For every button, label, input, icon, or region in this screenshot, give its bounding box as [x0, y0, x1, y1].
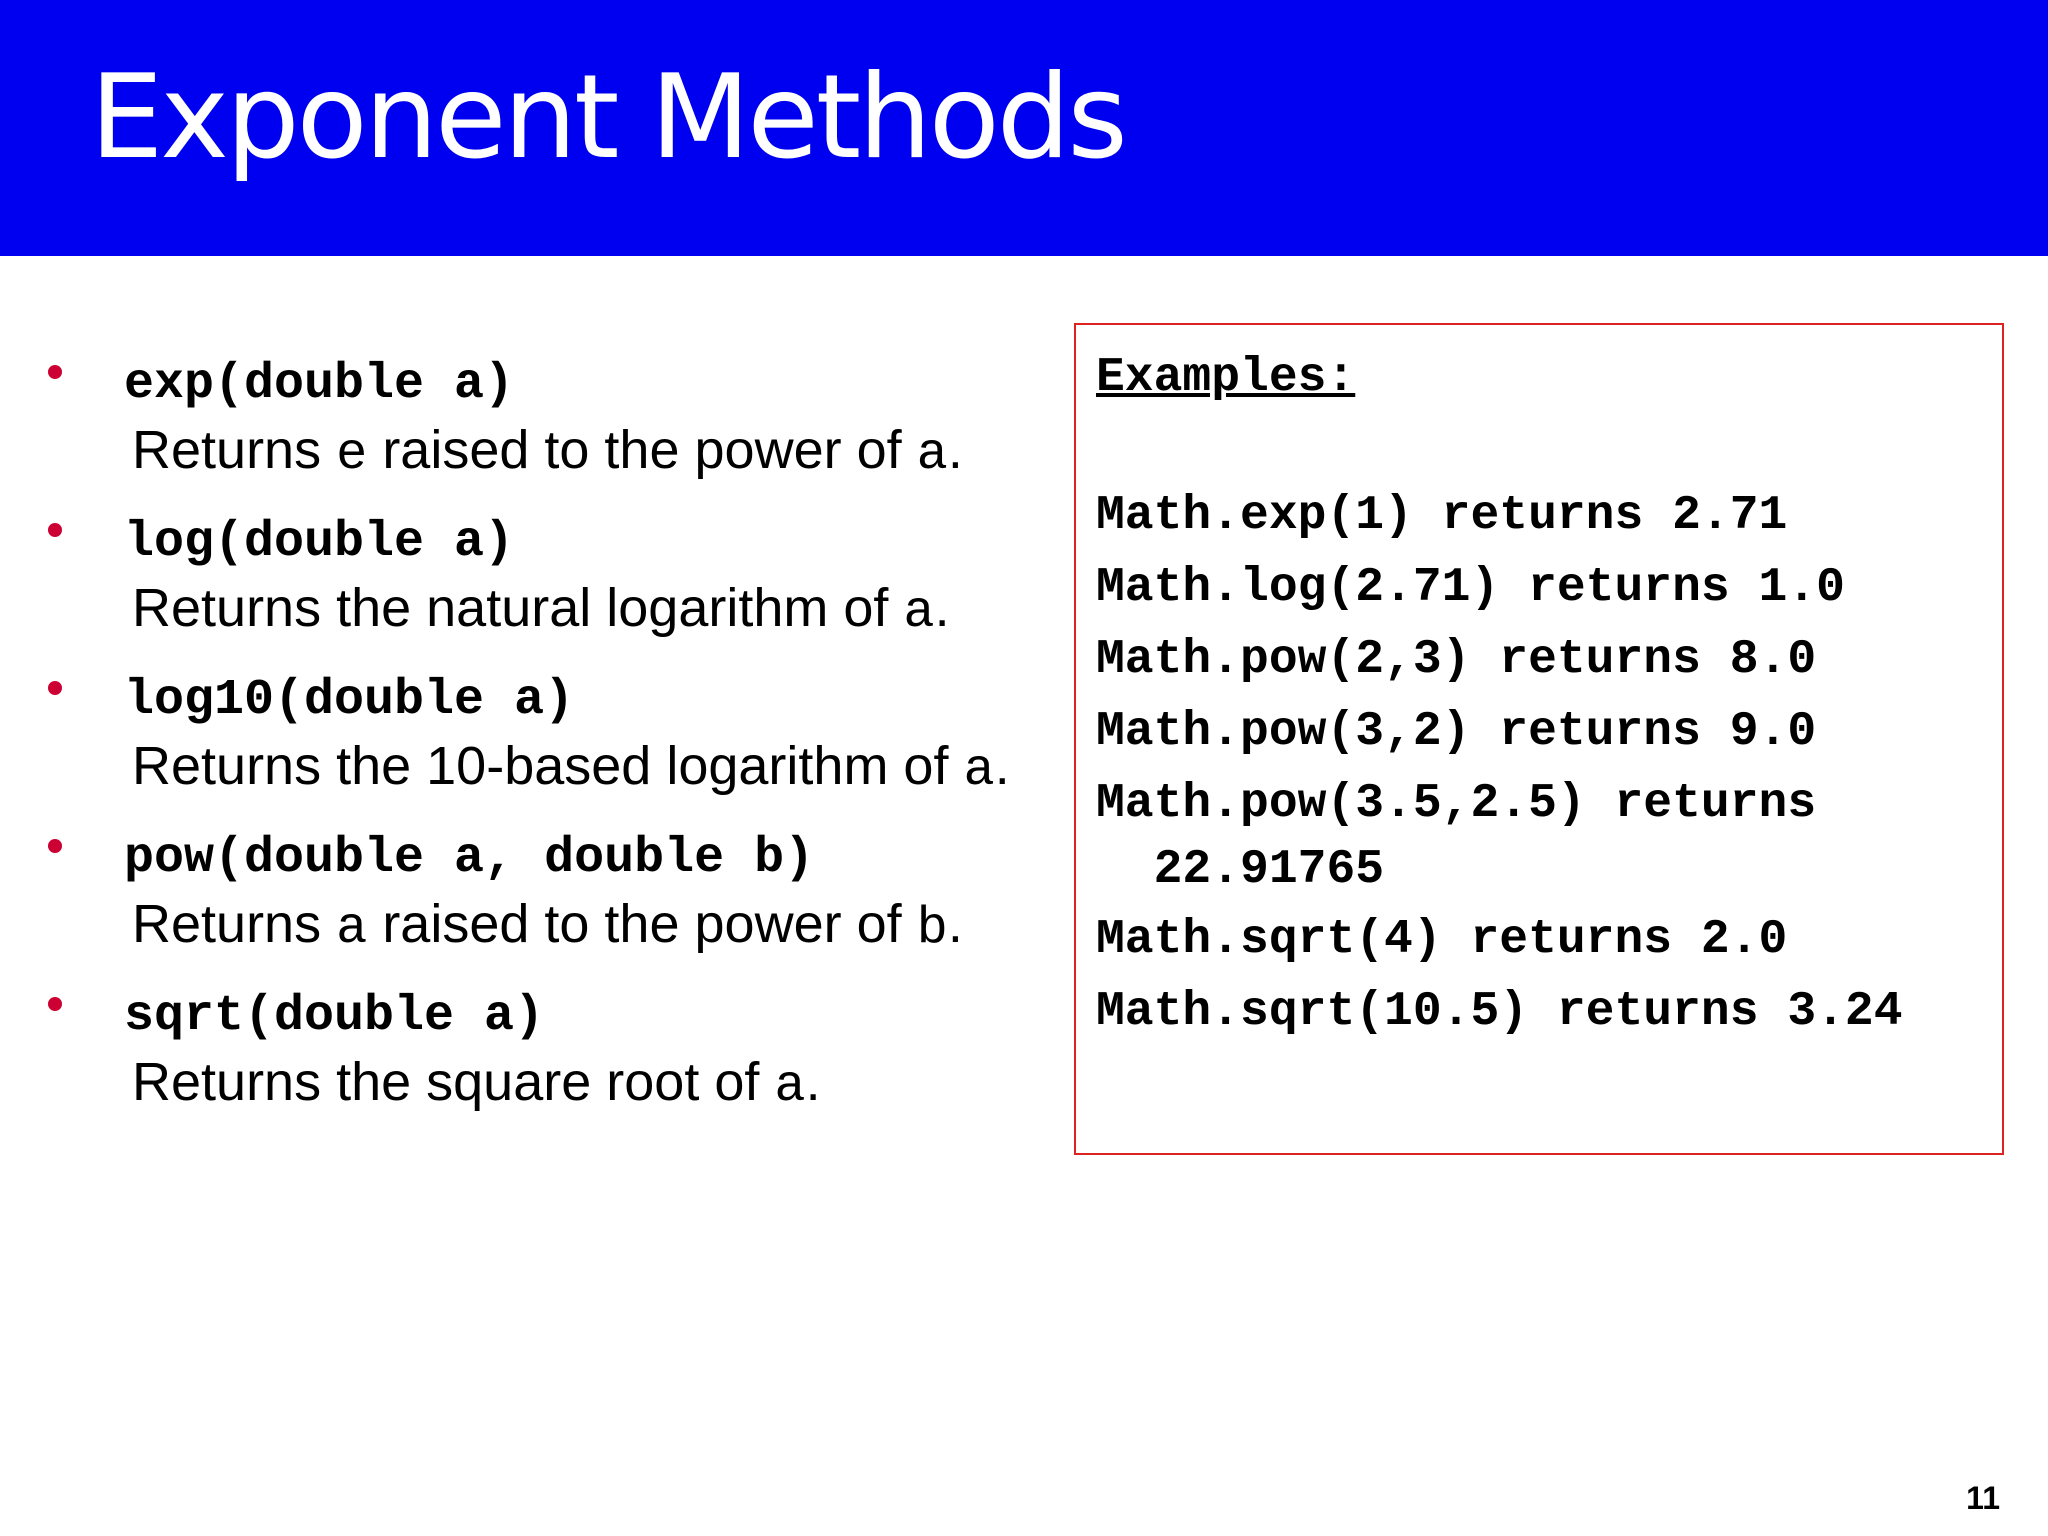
bullet-icon — [48, 839, 62, 853]
code-token: a — [963, 741, 995, 800]
bullet-icon — [48, 997, 62, 1011]
description-text: . — [805, 1052, 821, 1112]
code-token: a — [774, 1057, 806, 1116]
description-text: . — [934, 578, 950, 638]
example-line: Math.pow(3,2) returns 9.0 — [1096, 705, 1817, 759]
description-text: raised to the power of — [367, 894, 917, 954]
bullet-icon — [48, 365, 62, 379]
method-description — [132, 575, 950, 646]
method-description — [132, 417, 963, 488]
code-token: a — [336, 899, 368, 958]
description-text: raised to the power of — [367, 420, 917, 480]
method-description — [132, 1049, 821, 1120]
bullet-icon — [48, 681, 62, 695]
code-token: a — [916, 425, 948, 484]
method-signature: exp(double a) — [124, 356, 515, 413]
example-line: Math.sqrt(4) returns 2.0 — [1096, 913, 1788, 967]
method-item-pow — [0, 829, 1070, 979]
example-line: Math.pow(3.5,2.5) returns — [1096, 777, 1817, 831]
description-text: . — [947, 894, 963, 954]
page-number: 11 — [1966, 1480, 2000, 1516]
method-item-log — [0, 513, 1070, 663]
code-token: e — [336, 425, 368, 484]
method-description — [132, 733, 1010, 804]
method-item-log10 — [0, 671, 1070, 821]
slide-title: Exponent Methods — [90, 50, 1125, 185]
examples-box — [1074, 323, 2004, 1155]
description-text: Returns the natural logarithm of — [132, 578, 904, 638]
code-token: b — [916, 899, 948, 958]
example-line: Math.sqrt(10.5) returns 3.24 — [1096, 985, 1903, 1039]
description-text: . — [947, 420, 963, 480]
method-item-sqrt — [0, 987, 1070, 1137]
examples-heading: Examples: — [1096, 351, 1356, 405]
description-text: Returns the 10-based logarithm of — [132, 736, 964, 796]
description-text: Returns — [132, 894, 337, 954]
example-line: Math.pow(2,3) returns 8.0 — [1096, 633, 1817, 687]
method-item-exp — [0, 355, 1070, 505]
method-signature: log(double a) — [124, 514, 515, 571]
method-signature: log10(double a) — [124, 672, 575, 729]
method-signature: sqrt(double a) — [124, 988, 545, 1045]
bullet-icon — [48, 523, 62, 537]
methods-list — [0, 0, 1070, 1150]
example-line: Math.log(2.71) returns 1.0 — [1096, 561, 1845, 615]
example-line: Math.exp(1) returns 2.71 — [1096, 489, 1788, 543]
method-signature: pow(double a, double b) — [124, 830, 815, 887]
code-token: a — [903, 583, 935, 642]
description-text: Returns — [132, 420, 337, 480]
description-text: . — [994, 736, 1010, 796]
example-line: 22.91765 — [1096, 843, 1385, 897]
method-description — [132, 891, 963, 962]
description-text: Returns the square root of — [132, 1052, 775, 1112]
